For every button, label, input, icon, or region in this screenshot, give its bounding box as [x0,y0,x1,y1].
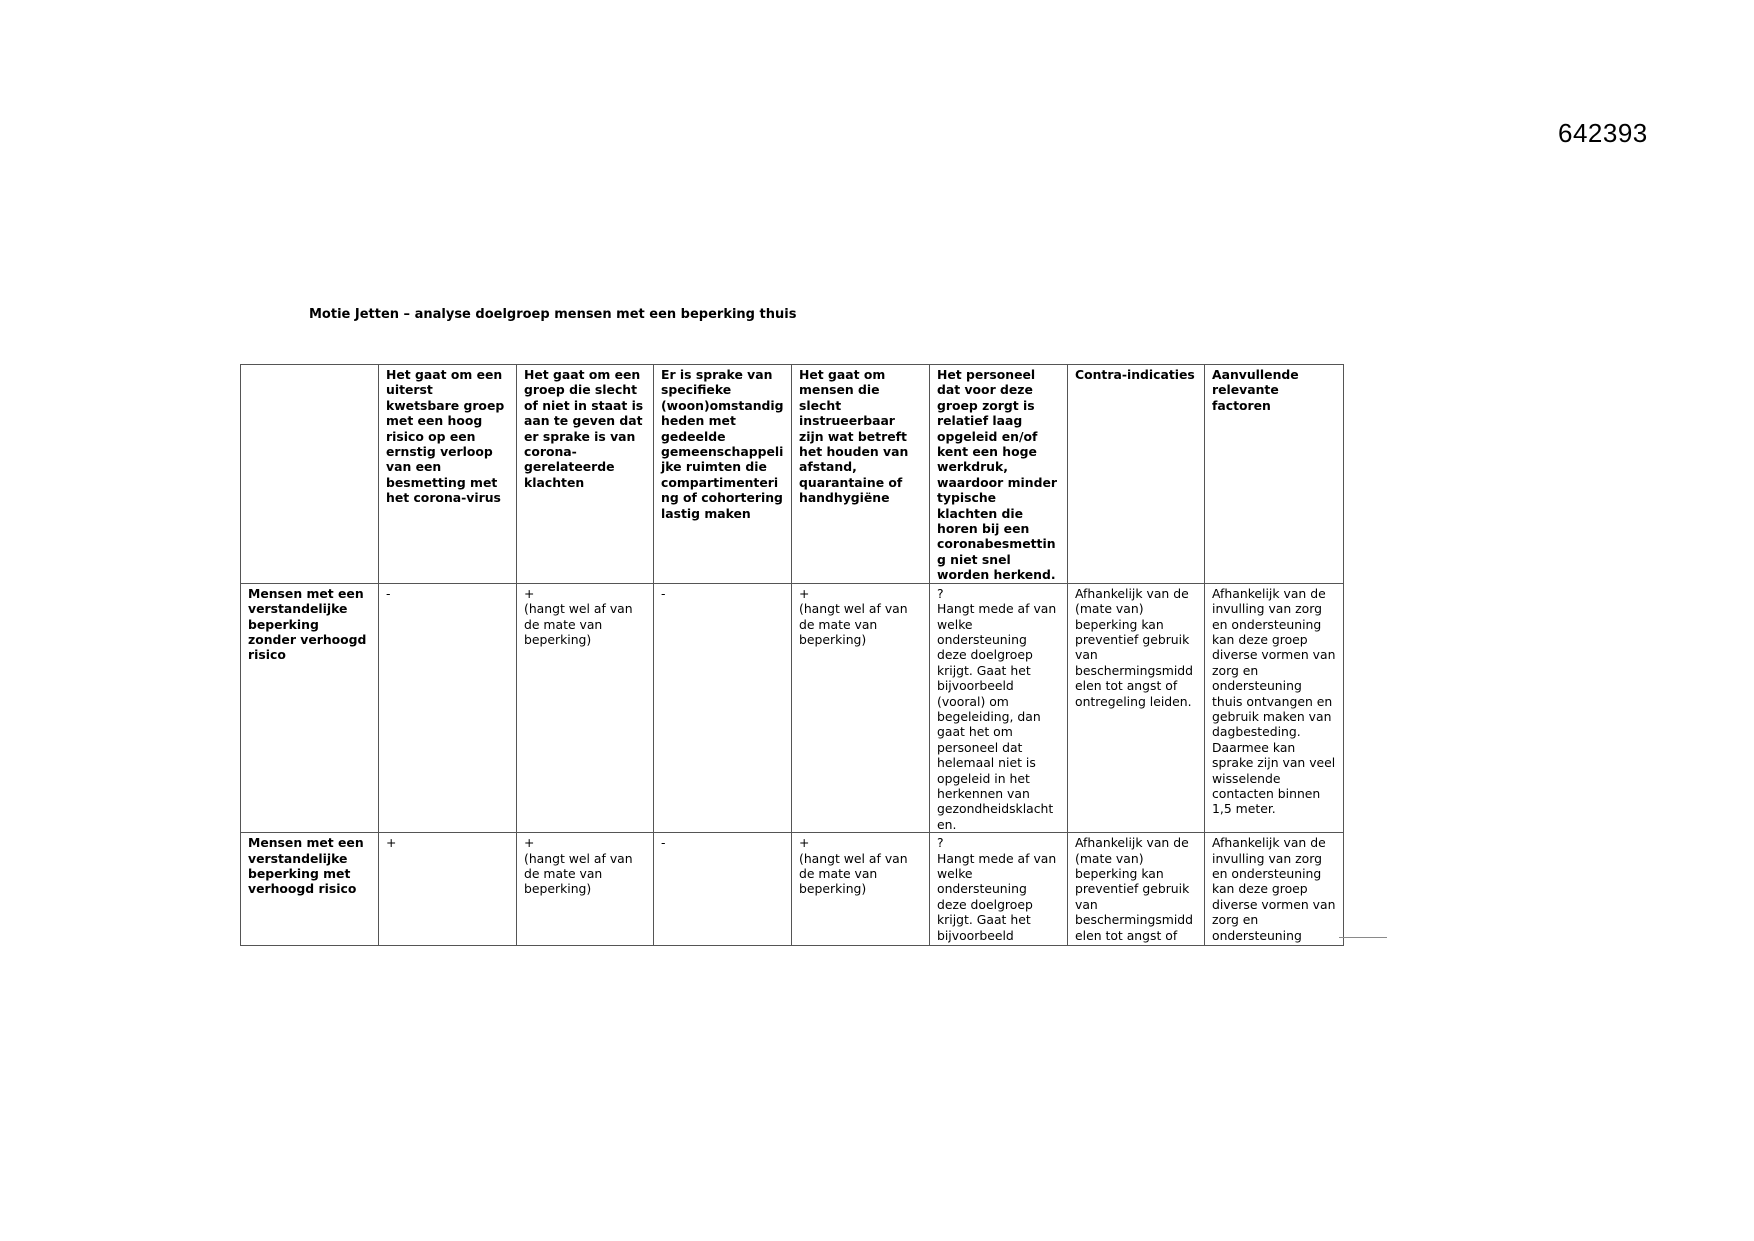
table-row [241,583,1344,833]
table-cell: - [379,583,517,833]
header-cell-aanvullende-factoren: Aanvullende relevante factoren [1205,365,1344,584]
table-cell: Afhankelijk van de (mate van) beperking kan preventief gebruik van beschermingsmiddelen tot angst of ontregeling leiden. [1068,583,1205,833]
cell-mark: + [799,585,810,601]
table-cell: Afhankelijk van de invulling van zorg en ondersteuning kan deze groep diverse vormen van zorg en ondersteuning thuis ontvangen en gebruik maken van dagbesteding. Daarmee kan sprake zijn van veel wisselende contacten binnen 1,5 meter. [1205,583,1344,833]
table-cell [517,833,654,946]
cell-note: Hangt mede af van welke ondersteuning deze doelgroep krijgt. Gaat het bijvoorbeeld [937,850,1057,943]
cell-note: (hangt wel af van de mate van beperking) [799,850,908,897]
row-label: Mensen met een verstandelijke beperking zonder verhoogd risico [241,583,379,833]
table-row [241,833,1344,946]
table-bottom-rule-extension [1339,937,1387,938]
cell-mark: + [524,585,535,601]
table-cell: + [379,833,517,946]
table-header-row [241,365,1344,584]
row-label: Mensen met een verstandelijke beperking met verhoogd risico [241,833,379,946]
cell-note: (hangt wel af van de mate van beperking) [799,601,908,647]
table-cell [930,833,1068,946]
cell-mark: ? [937,835,944,851]
table-cell: Afhankelijk van de invulling van zorg en ondersteuning kan deze groep diverse vormen van zorg en ondersteuning [1205,833,1344,946]
table-cell [792,833,930,946]
document-number: 642393 [1558,118,1648,148]
document-title: Motie Jetten – analyse doelgroep mensen met een beperking thuis [309,307,797,322]
header-cell-personeel: Het personeel dat voor deze groep zorgt is relatief laag opgeleid en/of kent een hoge werkdruk, waardoor minder typische klachten die horen bij een coronabesmetting niet snel worden herkend. [930,365,1068,584]
cell-note: Hangt mede af van welke ondersteuning deze doelgroep krijgt. Gaat het bijvoorbeeld (vooral) om begeleiding, dan gaat het om personeel dat helemaal niet is opgeleid in het herkennen van gezondheidsklachten. [937,601,1057,832]
table-cell: Afhankelijk van de (mate van) beperking kan preventief gebruik van beschermingsmiddelen tot angst of [1068,833,1205,946]
header-cell-instrueerbaarheid: Het gaat om mensen die slecht instrueerbaar zijn wat betreft het houden van afstand, quarantaine of handhygiëne [792,365,930,584]
table-cell: - [654,833,792,946]
table-cell: - [654,583,792,833]
cell-mark: + [799,835,810,851]
analysis-table-wrapper [240,364,1344,946]
cell-note: (hangt wel af van de mate van beperking) [524,850,633,897]
analysis-table [240,364,1344,946]
cell-mark: + [524,835,535,851]
cell-note: (hangt wel af van de mate van beperking) [524,601,633,647]
header-cell-contra-indicaties: Contra-indicaties [1068,365,1205,584]
header-cell-woonomstandigheden: Er is sprake van specifieke (woon)omstandigheden met gedeelde gemeenschappelijke ruimten die compartimentering of cohortering lastig maken [654,365,792,584]
table-cell [930,583,1068,833]
table-cell [792,583,930,833]
header-cell-klachten-aangeven: Het gaat om een groep die slecht of niet in staat is aan te geven dat er sprake is van corona-gerelateerde klachten [517,365,654,584]
header-cell-kwetsbare-groep: Het gaat om een uiterst kwetsbare groep met een hoog risico op een ernstig verloop van een besmetting met het corona-virus [379,365,517,584]
header-cell-empty [241,365,379,584]
table-cell [517,583,654,833]
cell-mark: ? [937,585,944,601]
